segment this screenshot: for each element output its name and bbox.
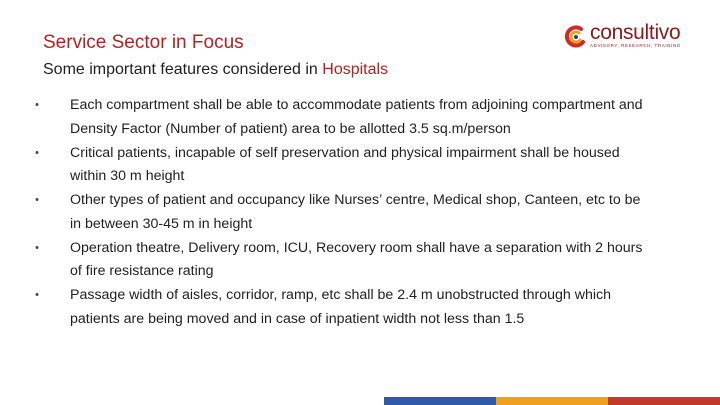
slide-subtitle	[43, 62, 388, 78]
subtitle-highlight: Hospitals	[322, 61, 389, 78]
bullet-text: Each compartment shall be able to accommodate patients from adjoining compartment and Density Factor (Number of patient) area to be allotted 3.5 sq.m/person	[70, 97, 643, 137]
bullet-icon: •	[35, 241, 39, 254]
bullet-list	[32, 94, 652, 332]
list-item	[32, 142, 652, 189]
bullet-text: Operation theatre, Delivery room, ICU, Recovery room shall have a separation with 2 hours of fire resistance rating	[70, 239, 643, 279]
list-item	[32, 94, 652, 141]
bullet-text: Other types of patient and occupancy like Nurses’ centre, Medical shop, Canteen, etc to be in between 30-45 m in height	[70, 192, 641, 232]
list-item	[32, 284, 652, 331]
logo-wordmark: consultivo	[590, 21, 681, 44]
bullet-icon: •	[35, 146, 39, 159]
list-item	[32, 237, 652, 284]
bar-segment-blue	[384, 397, 496, 405]
logo-tagline: ADVISORY, RESEARCH, TRAINING	[590, 44, 681, 48]
bullet-icon: •	[35, 289, 39, 301]
subtitle-prefix: Some important features considered in	[43, 61, 323, 78]
bullet-icon: •	[35, 194, 39, 206]
list-item	[32, 189, 652, 236]
bar-segment-red	[608, 397, 720, 405]
bullet-text: Passage width of aisles, corridor, ramp, etc shall be 2.4 m unobstructed through which patients are being moved and in case of inpatient width not less than 1.5	[70, 287, 611, 327]
bullet-icon: •	[35, 99, 39, 111]
consultivo-logo	[563, 22, 688, 50]
slide-title: Service Sector in Focus	[43, 32, 244, 53]
bullet-text: Critical patients, incapable of self preservation and physical impairment shall be housed within 30 m height	[70, 144, 620, 184]
bar-segment-orange	[496, 397, 608, 405]
bottom-color-bar	[384, 397, 720, 405]
logo-mark-icon	[563, 24, 589, 50]
